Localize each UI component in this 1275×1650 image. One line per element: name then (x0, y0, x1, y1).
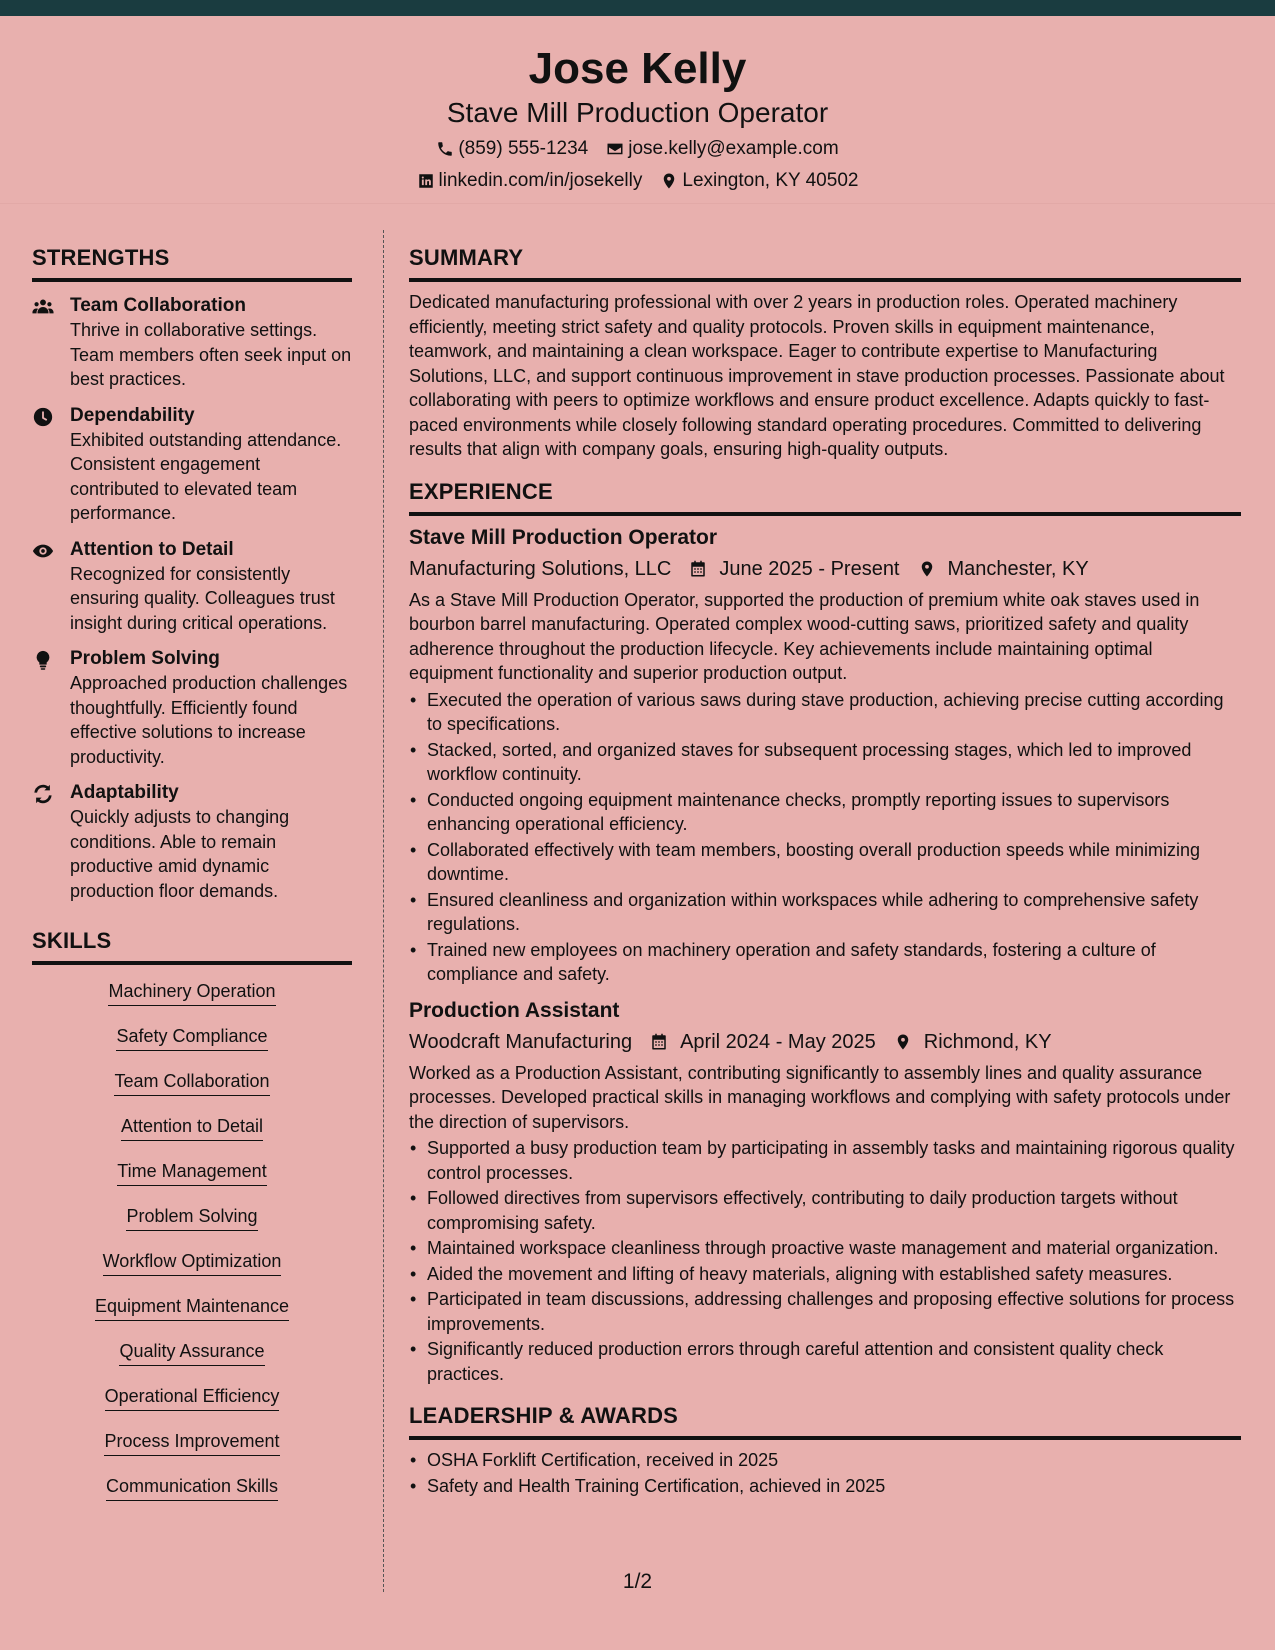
job-meta (409, 554, 1241, 584)
skill-tag: Operational Efficiency (105, 1384, 280, 1411)
strength-item (32, 294, 352, 392)
strength-name: Attention to Detail (70, 538, 234, 560)
job-title: Stave Mill Production Operator (409, 525, 718, 549)
leadership-heading: LEADERSHIP & AWARDS (409, 1402, 1241, 1440)
skill-tag: Time Management (117, 1159, 266, 1186)
strength-name: Adaptability (70, 782, 179, 803)
experience-heading: EXPERIENCE (409, 478, 1241, 516)
phone-contact[interactable] (436, 136, 588, 162)
strengths-heading: STRENGTHS (32, 244, 352, 282)
job-title: Production Assistant (409, 998, 620, 1022)
bullet-item: • Ensured cleanliness and organization within workspaces while adhering to comprehensive safety regulations. (409, 888, 1241, 937)
strength-name: Problem Solving (70, 648, 220, 669)
phone-icon (436, 140, 454, 158)
job-dates: April 2024 - May 2025 (680, 1030, 876, 1053)
right-column (409, 244, 1241, 1498)
resume-header (0, 16, 1275, 204)
strength-name: Dependability (70, 404, 195, 426)
bullet-item: • Trained new employees on machinery operation and safety standards, fostering a culture of compliance and safety. (409, 938, 1241, 987)
top-accent-bar (0, 0, 1275, 16)
left-column (32, 244, 352, 1519)
skill-tag: Machinery Operation (108, 979, 275, 1006)
bullet-item: • Collaborated effectively with team members, boosting overall production speeds while minimizing downtime. (409, 838, 1241, 887)
job-company: Manufacturing Solutions, LLC (409, 557, 672, 580)
calendar-icon (689, 560, 707, 578)
location-contact (660, 168, 858, 194)
linkedin-contact[interactable] (417, 168, 643, 194)
skill-tag: Process Improvement (104, 1429, 279, 1456)
skill-tag: Problem Solving (126, 1204, 257, 1231)
leadership-list (409, 1448, 1241, 1498)
strength-desc: Exhibited outstanding attendance. Consistent engagement contributed to elevated team performance. (70, 429, 342, 523)
envelope-icon (606, 140, 624, 158)
job-location: Manchester, KY (947, 557, 1089, 580)
map-pin-icon (894, 1033, 912, 1051)
refresh-icon (32, 783, 54, 805)
linkedin-icon (417, 172, 435, 190)
bullet-item: • Maintained workspace cleanliness through proactive waste management and material organization. (409, 1236, 1241, 1261)
strength-desc: Recognized for consistently ensuring quality. Colleagues trust insight during critical operations. (70, 563, 335, 633)
job-entry (409, 524, 1241, 987)
calendar-icon (650, 1033, 668, 1051)
eye-icon (32, 540, 54, 562)
bullet-item: • Supported a busy production team by participating in assembly tasks and maintaining rigorous quality control processes. (409, 1136, 1241, 1185)
job-bullets (409, 1136, 1241, 1386)
clock-icon (32, 406, 54, 428)
candidate-title: Stave Mill Production Operator (446, 97, 829, 128)
skills-heading: SKILLS (32, 927, 352, 965)
map-pin-icon (918, 560, 936, 578)
map-pin-icon (660, 172, 678, 190)
bullet-item: • Significantly reduced production errors through careful attention and consistent quality check practices. (409, 1337, 1241, 1386)
strength-name: Team Collaboration (70, 295, 246, 316)
skill-tag: Equipment Maintenance (95, 1294, 289, 1321)
page-number: 1/2 (622, 1570, 653, 1593)
job-description: Worked as a Production Assistant, contributing significantly to assembly lines and quality assurance processes. Developed practical skills in managing workflows and complying with safety protocols under the direction of supervisors. (409, 1062, 1231, 1132)
strength-item (32, 404, 352, 526)
skill-tag: Team Collaboration (114, 1069, 269, 1096)
skill-tag: Workflow Optimization (103, 1249, 282, 1276)
award-item: • Safety and Health Training Certification, achieved in 2025 (409, 1474, 1241, 1499)
job-meta (409, 1027, 1241, 1057)
job-company: Woodcraft Manufacturing (409, 1030, 633, 1053)
strength-desc: Approached production challenges thoughtfully. Efficiently found effective solutions to increase productivity. (70, 673, 348, 767)
summary-heading: SUMMARY (409, 244, 1241, 282)
column-divider (383, 230, 384, 1592)
strength-item (32, 538, 352, 636)
skills-list (32, 979, 352, 1519)
job-bullets (409, 688, 1241, 987)
job-entry (409, 997, 1241, 1387)
bullet-item: • Followed directives from supervisors effectively, contributing to daily production targets without compromising safety. (409, 1186, 1241, 1235)
job-dates: June 2025 - Present (719, 557, 900, 580)
candidate-name: Jose Kelly (528, 44, 747, 93)
strength-item (32, 647, 352, 769)
email-contact[interactable] (606, 136, 838, 162)
job-location: Richmond, KY (923, 1030, 1052, 1053)
summary-text: Dedicated manufacturing professional with over 2 years in production roles. Operated machinery efficiently, meeting strict safety and quality protocols. Proven skills in equipment maintenance, teamwork, and maintaining a clean workspace. Eager to contribute expertise to Manufacturing Solutions, LLC, and support continuous improvement in stave production processes. Passionate about collaborating with peers to optimize workflows and ensure product excellence. Adapts quickly to fast-paced environments while closely following standard operating procedures. Committed to delivering results that align with company goals, ensuring high-quality outputs. (409, 292, 1225, 459)
users-icon (32, 296, 54, 318)
skill-tag: Safety Compliance (116, 1024, 267, 1051)
bullet-item: • Aided the movement and lifting of heavy materials, aligning with established safety measures. (409, 1262, 1241, 1287)
bullet-item: • Conducted ongoing equipment maintenance checks, promptly reporting issues to supervisors enhancing operational efficiency. (409, 788, 1241, 837)
lightbulb-icon (32, 649, 54, 671)
bullet-item: • Stacked, sorted, and organized staves for subsequent processing stages, which led to improved workflow continuity. (409, 738, 1241, 787)
strength-item (32, 781, 352, 903)
phone-text: (859) 555-1234 (458, 138, 589, 159)
award-item: • OSHA Forklift Certification, received in 2025 (409, 1448, 1241, 1473)
strength-desc: Quickly adjusts to changing conditions. Able to remain productive amid dynamic production floor demands. (70, 807, 290, 901)
contact-row-1 (0, 136, 1275, 162)
location-text: Lexington, KY 40502 (682, 170, 859, 191)
bullet-item: • Participated in team discussions, addressing challenges and proposing effective solutions for process improvements. (409, 1287, 1241, 1336)
bullet-item: • Executed the operation of various saws during stave production, achieving precise cutting according to specifications. (409, 688, 1241, 737)
skill-tag: Communication Skills (106, 1474, 278, 1501)
skill-tag: Quality Assurance (119, 1339, 264, 1366)
skill-tag: Attention to Detail (121, 1114, 263, 1141)
linkedin-text: linkedin.com/in/josekelly (438, 170, 643, 191)
strength-desc: Thrive in collaborative settings. Team members often seek input on best practices. (70, 320, 352, 389)
job-description: As a Stave Mill Production Operator, supported the production of premium white oak staves used in bourbon barrel manufacturing. Operated complex wood-cutting saws, prioritized safety and quality adherence throughout the production lifecycle. Key achievements include maintaining optimal equipment functionality and superior production output. (409, 589, 1200, 683)
contact-row-2 (0, 168, 1275, 194)
email-text: jose.kelly@example.com (628, 138, 839, 159)
